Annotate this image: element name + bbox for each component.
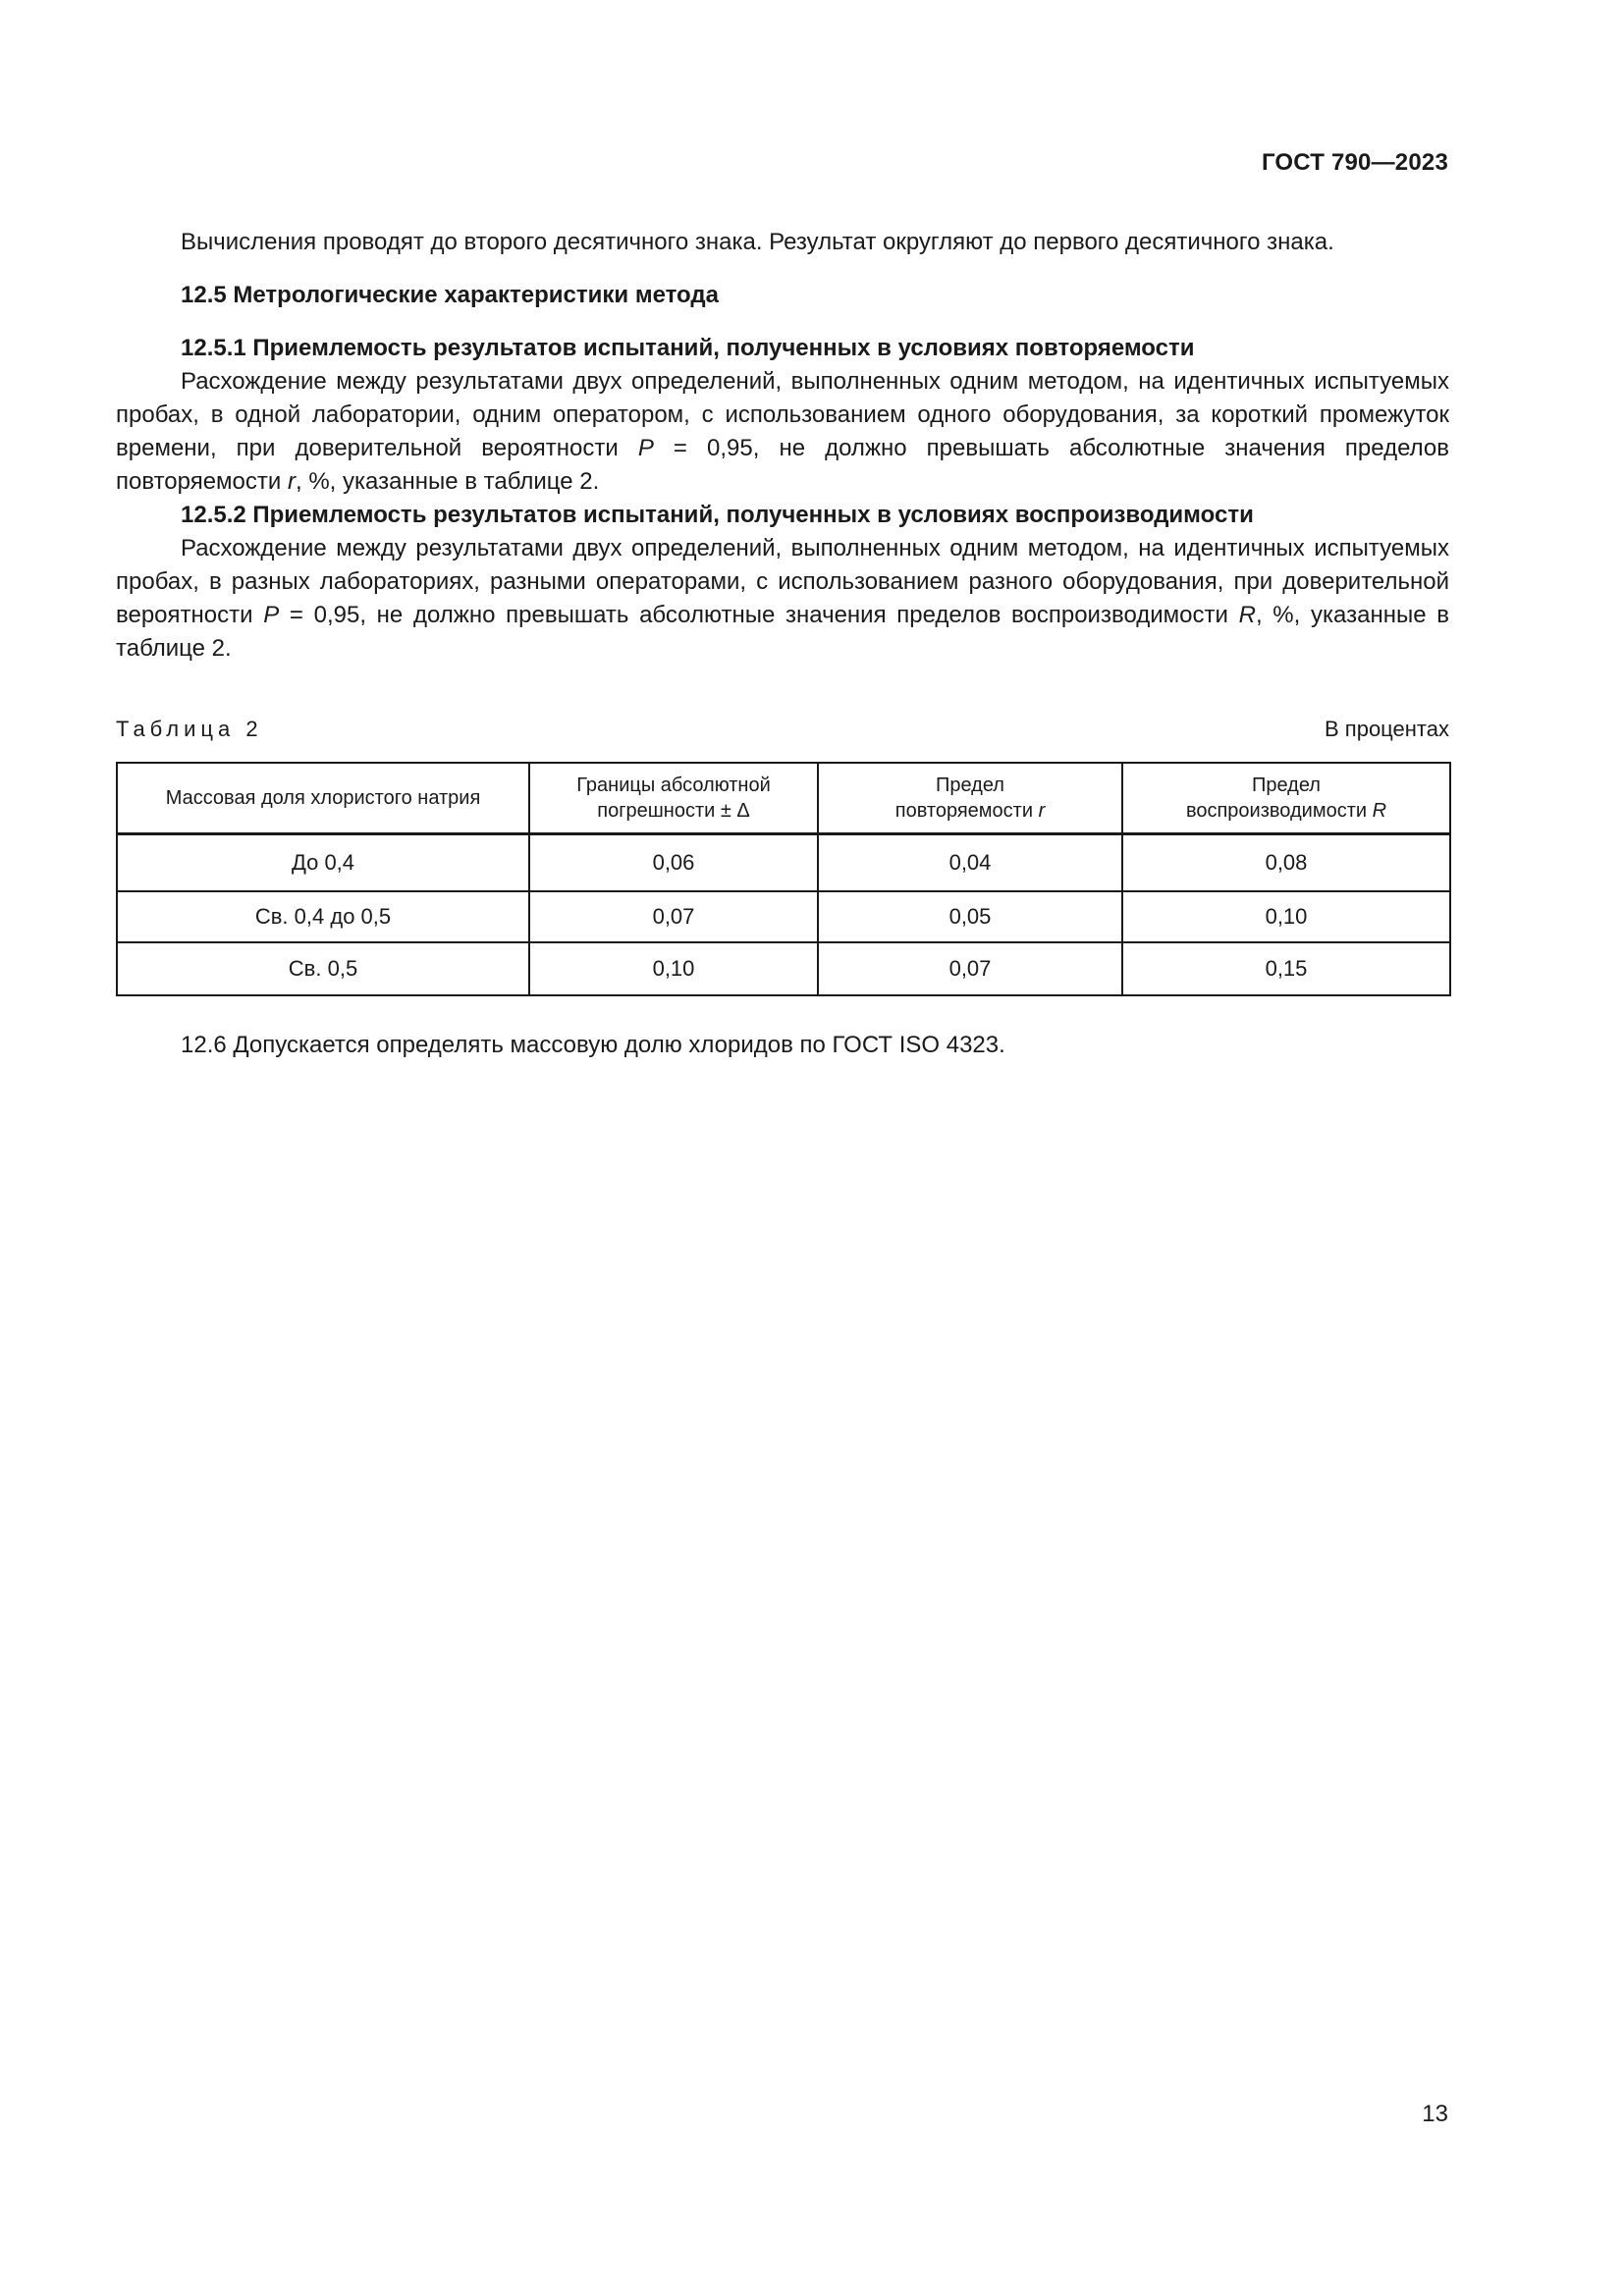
paragraph-calculation: Вычисления проводят до второго десятичного знака. Результат округляют до первого десятичного знака. — [181, 229, 1334, 255]
variable-r: r — [287, 468, 296, 495]
table-caption-row — [116, 717, 1449, 746]
table-cell: 0,04 — [818, 834, 1122, 892]
table-cell: 0,10 — [1122, 891, 1450, 942]
paragraph-12-5-1 — [116, 365, 1449, 499]
header-error-limits-line2: погрешности ± Δ — [597, 800, 750, 822]
table-cell: Св. 0,5 — [117, 942, 529, 995]
page-number: 13 — [1422, 2101, 1448, 2127]
header-repeatability — [818, 763, 1122, 834]
paragraph-12-5-2 — [116, 532, 1449, 666]
paragraph-12-5-2-text-mid: = 0,95, не должно превышать абсолютные значения пределов воспроизводимости — [279, 602, 1239, 628]
table-cell: 0,15 — [1122, 942, 1450, 995]
document-header-id: ГОСТ 790—2023 — [1261, 149, 1448, 176]
section-heading-12-5-2: 12.5.2 Приемлемость результатов испытаний, полученных в условиях воспроизводимости — [181, 502, 1254, 528]
variable-r-capital: R — [1238, 602, 1256, 628]
table-row — [117, 891, 1450, 942]
table-cell: Св. 0,4 до 0,5 — [117, 891, 529, 942]
header-mass-fraction: Массовая доля хлористого натрия — [117, 763, 529, 834]
table-cell: 0,07 — [818, 942, 1122, 995]
table-unit: В процентах — [1325, 717, 1449, 741]
paragraph-12-5-1-text-pre: Расхождение между результатами двух определений, выполненных одним методом, на идентичных испытуемых пробах, в одной лаборатории, одним оператором, с использованием одного оборудования, за короткий промежуток времени, при доверительной вероятности — [116, 368, 1449, 461]
header-repeatability-line1: Предел — [936, 774, 1004, 796]
header-repeatability-var: r — [1038, 800, 1046, 822]
header-reproducibility — [1122, 763, 1450, 834]
document-body — [116, 226, 1449, 666]
table-cell: До 0,4 — [117, 834, 529, 892]
paragraph-12-5-2-text-post: , %, указанные в таблице 2. — [116, 602, 1449, 662]
paragraph-12-5-1-text-post: , %, указанные в таблице 2. — [295, 468, 600, 495]
paragraph-12-5-2-text-pre: Расхождение между результатами двух определений, выполненных одним методом, на идентичных испытуемых пробах, в разных лабораториях, разными операторами, с использованием разного оборудования, при доверительной вероятности — [116, 535, 1449, 628]
header-error-limits-line1: Границы абсолютной — [576, 774, 771, 796]
table-row — [117, 834, 1450, 892]
table-header-row — [117, 763, 1450, 834]
paragraph-12-6: 12.6 Допускается определять массовую долю хлоридов по ГОСТ ISO 4323. — [181, 1032, 1005, 1058]
variable-p: P — [637, 435, 654, 461]
table-cell: 0,05 — [818, 891, 1122, 942]
table-cell: 0,10 — [529, 942, 818, 995]
table-cell: 0,08 — [1122, 834, 1450, 892]
paragraph-12-5-1-text-mid: = 0,95, не должно превышать абсолютные значения пределов повторяемости — [116, 435, 1450, 495]
header-error-limits — [529, 763, 818, 834]
header-reproducibility-var: R — [1372, 800, 1387, 822]
section-heading-12-5: 12.5 Метрологические характеристики метода — [181, 282, 719, 308]
table-caption: Таблица 2 — [116, 717, 263, 741]
header-repeatability-line2: повторяемости — [894, 800, 1039, 822]
table-row — [117, 942, 1450, 995]
table-cell: 0,06 — [529, 834, 818, 892]
header-reproducibility-line1: Предел — [1252, 774, 1321, 796]
section-heading-12-5-1: 12.5.1 Приемлемость результатов испытаний, полученных в условиях повторяемости — [181, 335, 1195, 361]
precision-table — [116, 762, 1451, 996]
variable-p: P — [263, 602, 280, 628]
header-reproducibility-line2: воспроизводимости — [1185, 800, 1373, 822]
table-cell: 0,07 — [529, 891, 818, 942]
